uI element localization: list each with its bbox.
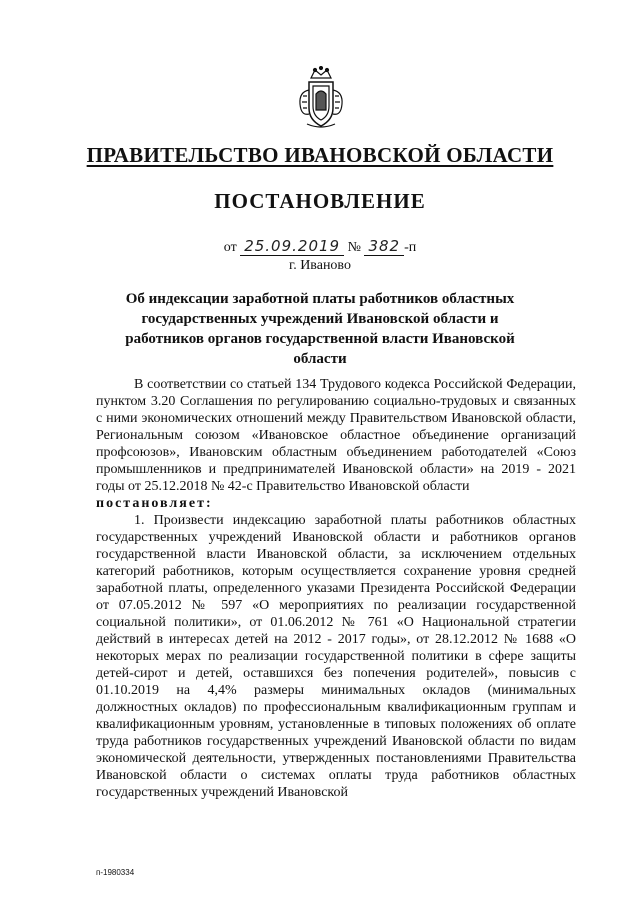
document-date: 25.09.2019 (240, 237, 344, 256)
document-type: ПОСТАНОВЛЕНИЕ (214, 189, 426, 213)
date-prefix: от (223, 240, 237, 255)
decree-word: постановляет: (96, 496, 213, 511)
intro-paragraph: В соответствии со статьей 134 Трудового кодекса Российской Федерации, пунктом 3.20 Соглашения по регулированию социально-трудовых и связанных с ними экономических отношений между Правительством Ивановской области, Региональным союзом «Ивановское областное объединение организаций профсоюзов», Ивановским областным объединением работодателей «Союз промышленников и предпринимателей Ивановской области» на 2019 - 2021 годы от 25.12.2018 № 42-с Правительство Ивановской области (96, 377, 576, 494)
coat-of-arms-emblem (297, 66, 345, 132)
organization-name: ПРАВИТЕЛЬСТВО ИВАНОВСКОЙ ОБЛАСТИ (86, 143, 554, 167)
document-number: 382 (364, 237, 404, 256)
number-suffix: -п (404, 240, 417, 255)
number-prefix: № (347, 240, 361, 255)
document-title: Об индексации заработной платы работников областных государственных учреждений Ивановской области и работников органов государственной власти Ивановской области (125, 291, 515, 367)
document-body (96, 376, 576, 801)
city: г. Иваново (289, 258, 351, 273)
footer-doc-code: п-1980334 (96, 868, 135, 877)
item-1-paragraph: 1. Произвести индексацию заработной платы работников областных государственных учреждений Ивановской области и работников органов государственной власти Ивановской области, за исключением отдельных категорий работников, которым осуществляется сохранение уровня средней заработной платы, определенного указами Президента Российской Федерации от 07.05.2012 № 597 «О мероприятиях по реализации государственной социальной политики», от 01.06.2012 № 761 «О Национальной стратегии действий в интересах детей на 2012 - 2017 годы», от 28.12.2012 № 1688 «О некоторых мерах по реализации государственной политики в сфере защиты детей-сирот и детей, оставшихся без попечения родителей», повысив с 01.10.2019 на 4,4% размеры минимальных окладов (минимальных должностных окладов) по профессиональным квалификационным группам и квалификационным уровням, установленные в типовых положениях об оплате труда работников государственных учреждений Ивановской области по видам экономической деятельности, утвержденных постановлениями Правительства Ивановской области о системах оплаты труда работников областных государственных учреждений Ивановской (96, 513, 576, 800)
date-number-line (0, 237, 640, 256)
